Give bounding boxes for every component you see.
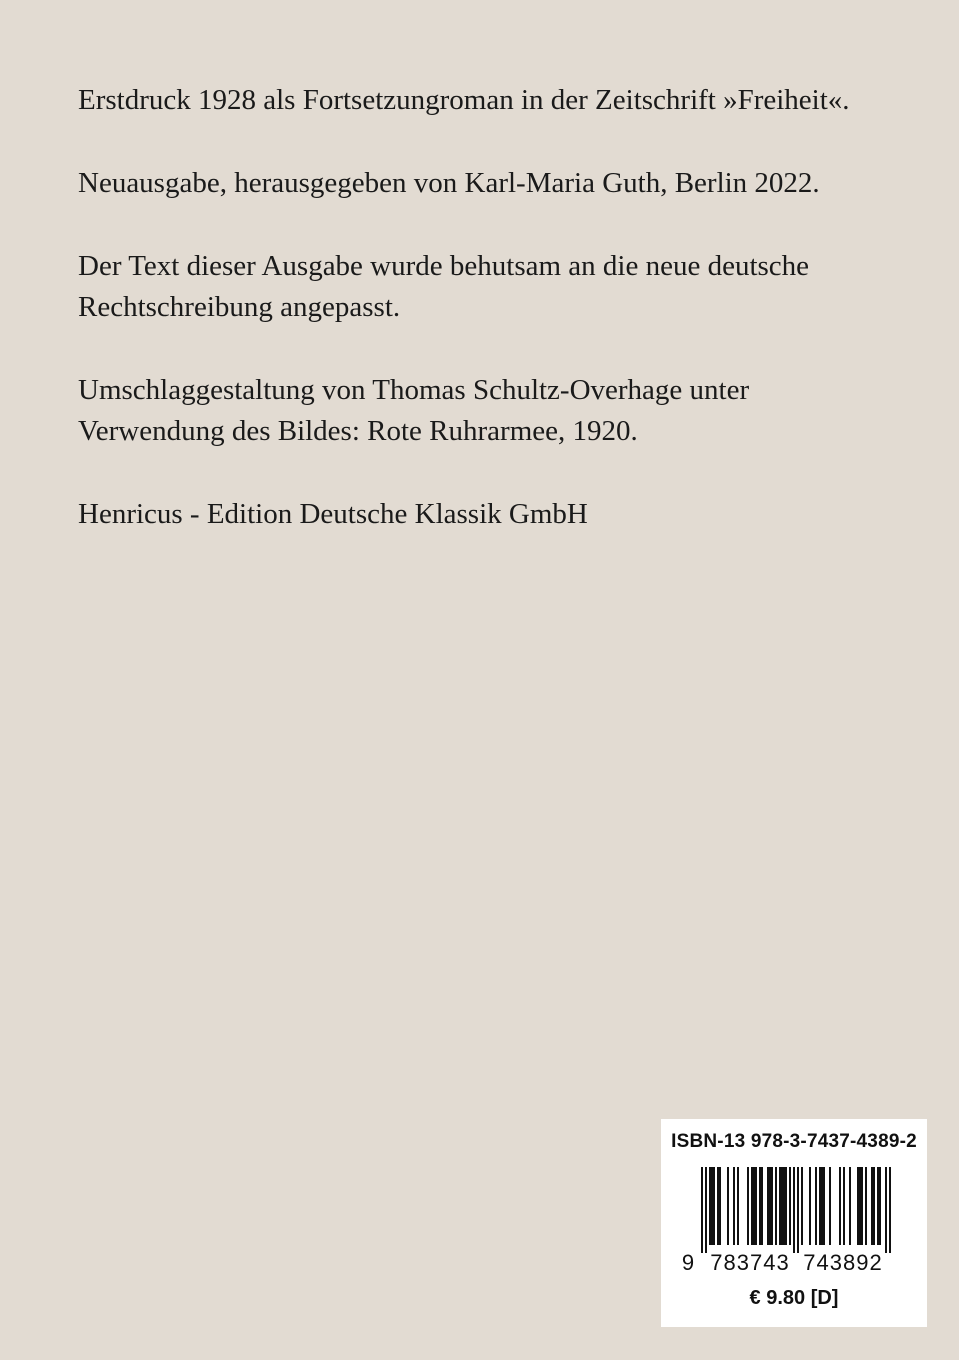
barcode-bar (823, 1167, 825, 1245)
publisher-name: Henricus - Edition Deutsche Klassik GmbH (78, 498, 588, 530)
barcode-bar (821, 1167, 823, 1245)
barcode-bar (885, 1167, 887, 1253)
barcode-bar (719, 1167, 721, 1245)
edition-note: Neuausgabe, herausgegeben von Karl-Maria Guth, Berlin 2022. (78, 167, 820, 199)
barcode-bar (819, 1167, 821, 1245)
barcode-bar (751, 1167, 753, 1245)
barcode-bar (859, 1167, 861, 1245)
barcode-bar (879, 1167, 881, 1245)
barcode-bar (889, 1167, 891, 1253)
spelling-note: Der Text dieser Ausgabe wurde behutsam an die neue deutsche Rechtschreibung angepasst. (78, 250, 810, 323)
barcode-bar (759, 1167, 761, 1245)
first-print-note: Erstdruck 1928 als Fortsetzungroman in der Zeitschrift »Freiheit«. (78, 84, 850, 116)
barcode-bar (877, 1167, 879, 1245)
barcode-bar (747, 1167, 749, 1245)
barcode-bar (871, 1167, 873, 1245)
barcode-bar (793, 1167, 795, 1253)
barcode-bar (839, 1167, 841, 1245)
barcode-bar (789, 1167, 791, 1245)
barcode-bar (861, 1167, 863, 1245)
barcode-bar (785, 1167, 787, 1245)
barcode-bar (733, 1167, 735, 1245)
barcode-digits-left: 783743 (710, 1250, 790, 1273)
barcode-bar (701, 1167, 703, 1253)
barcode-bar (755, 1167, 757, 1245)
barcode-bar (705, 1167, 707, 1253)
barcode-bar (713, 1167, 715, 1245)
cover-design-note: Umschlaggestaltung von Thomas Schultz-Overhage unter Verwendung des Bildes: Rote Ruhrarmee, 1920. (78, 374, 750, 447)
barcode-bars (661, 1167, 927, 1273)
barcode-bar (829, 1167, 831, 1245)
isbn-number: ISBN-13 978-3-7437-4389-2 (671, 1131, 917, 1152)
barcode-bar (857, 1167, 859, 1245)
barcode-label (661, 1119, 927, 1327)
barcode-bar (709, 1167, 711, 1245)
barcode-bar (769, 1167, 771, 1245)
barcode-bar (771, 1167, 773, 1245)
barcode-bar (781, 1167, 783, 1245)
barcode-bar (873, 1167, 875, 1245)
barcode-bar (809, 1167, 811, 1245)
barcode-bar (843, 1167, 845, 1245)
barcode-bar (767, 1167, 769, 1245)
barcode-bar (737, 1167, 739, 1245)
barcode-bar (797, 1167, 799, 1253)
barcode-bar (801, 1167, 803, 1245)
imprint-text (78, 80, 898, 577)
barcode-bar (775, 1167, 777, 1245)
barcode-bar (711, 1167, 713, 1245)
barcode-bar (783, 1167, 785, 1245)
barcode-digit-first: 9 (681, 1250, 695, 1273)
barcode-bar (727, 1167, 729, 1245)
price: € 9.80 [D] (749, 1287, 839, 1309)
barcode-bar (865, 1167, 867, 1245)
barcode-bar (761, 1167, 763, 1245)
barcode-bar (779, 1167, 781, 1245)
barcode-bar (849, 1167, 851, 1245)
barcode-bar (717, 1167, 719, 1245)
barcode-bar (753, 1167, 755, 1245)
barcode-digits-right: 743892 (803, 1250, 883, 1273)
barcode-bar (815, 1167, 817, 1245)
